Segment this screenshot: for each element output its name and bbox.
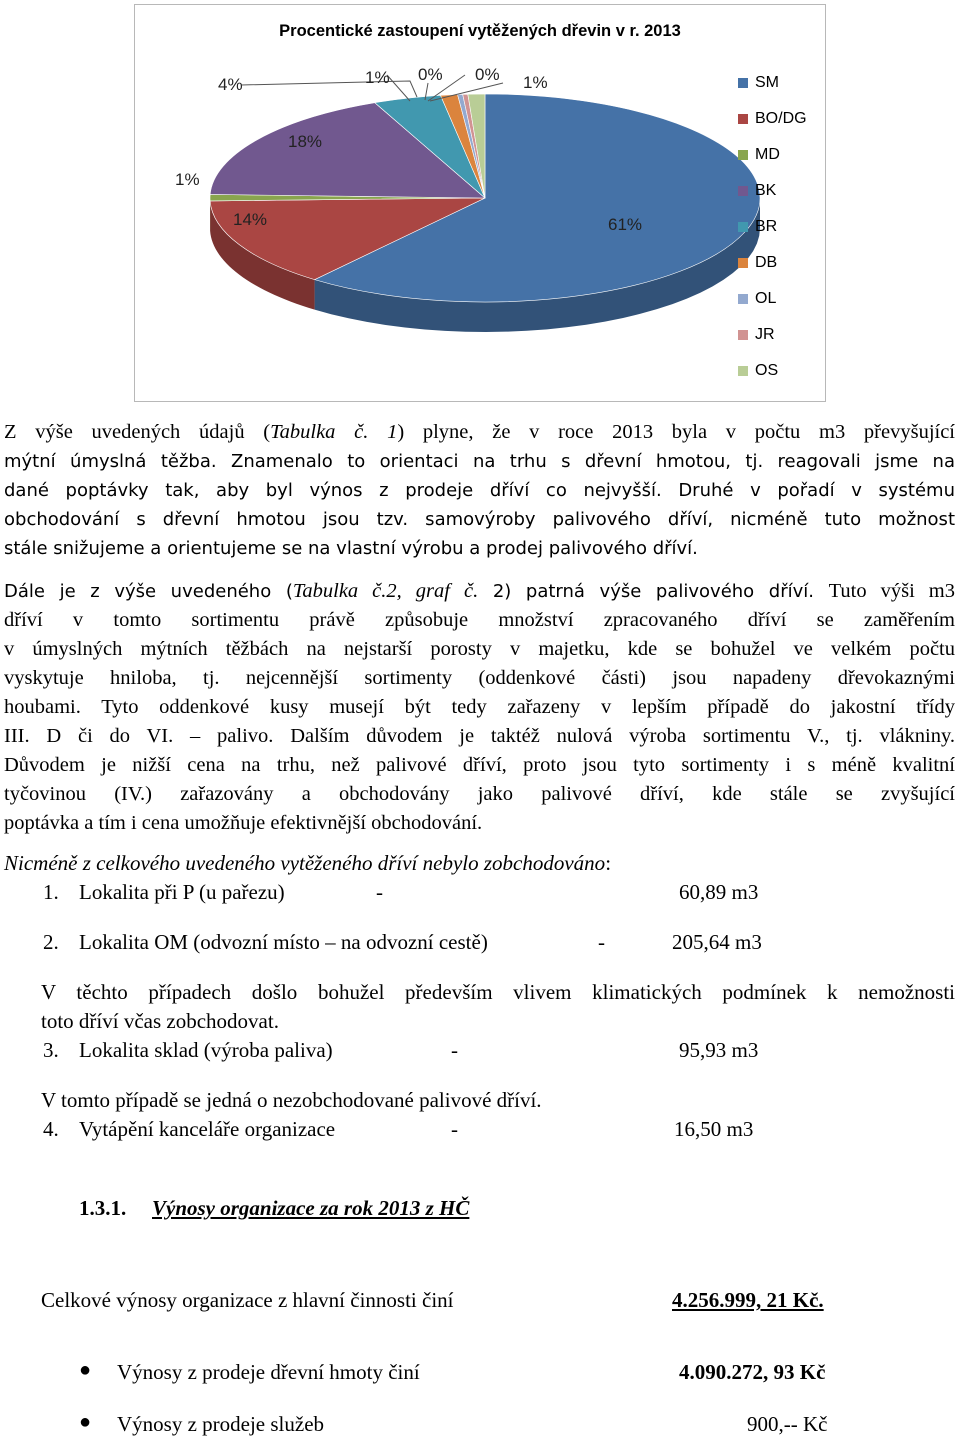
bullet-label: Výnosy z prodeje služeb	[117, 1412, 325, 1436]
bullet-value: 4.090.272, 93 Kč	[679, 1360, 826, 1384]
legend-label: OL	[755, 290, 777, 307]
pie-chart-svg	[135, 5, 827, 403]
item-dash: -	[451, 1038, 458, 1062]
bullet-icon: ●	[79, 1411, 92, 1433]
paragraph-2-line: poptávka a tím i cena umožňuje efektivnější obchodování.	[4, 812, 483, 834]
item-dash: -	[598, 930, 605, 954]
paragraph-2-line: dříví v tomto sortimentu právě způsobuje množství zpracovaného dříví se zaměřením	[4, 609, 955, 631]
paragraph-1-line: dané poptávky tak, aby byl výnos z prodeje dříví co nejvyšší. Druhé v pořadí v systému	[4, 480, 955, 501]
legend-swatch	[738, 330, 748, 340]
item-number: 4.	[43, 1117, 59, 1141]
paragraph-1-line: obchodování s dřevní hmotou jsou tzv. samovýroby palivového dříví, nicméně tuto možnost	[4, 509, 955, 530]
leader-line	[387, 75, 410, 101]
item-value: 60,89 m3	[679, 880, 759, 904]
paragraph-2-line: v úmyslných mýtních těžbách na nejstarší porosty v majetku, kde se bohužel ve velkém počtu	[4, 638, 955, 660]
item-value: 95,93 m3	[679, 1038, 759, 1062]
item-number: 3.	[43, 1038, 59, 1062]
intro-italic: Nicméně z celkového uvedeného vytěženého dříví nebylo zobchodováno	[4, 851, 606, 875]
legend-label: JR	[755, 326, 775, 343]
pie-label-MD: 1%	[175, 170, 200, 189]
legend-label: BK	[755, 182, 777, 199]
note-line: toto dříví včas zobchodovat.	[41, 1009, 279, 1033]
legend-item	[738, 181, 776, 201]
paragraph-2	[4, 577, 955, 838]
legend-item	[738, 289, 776, 309]
legend-swatch	[738, 114, 748, 124]
legend-swatch	[738, 222, 748, 232]
paragraph-1-line: Z výše uvedených údajů (Tabulka č. 1) plyne, že v roce 2013 byla v počtu m3 převyšující	[4, 421, 955, 443]
item-number: 2.	[43, 930, 59, 954]
legend-label: BR	[755, 218, 778, 235]
pie-label-BK: 18%	[288, 132, 323, 151]
item-value: 16,50 m3	[674, 1117, 754, 1141]
legend-label: MD	[755, 146, 780, 163]
pie-label-SM: 61%	[608, 215, 643, 234]
legend-swatch	[738, 294, 748, 304]
pie-label-OS: 1%	[523, 73, 548, 92]
legend-label: OS	[755, 362, 779, 379]
legend-label: DB	[755, 254, 778, 271]
section-number: 1.3.1.	[79, 1196, 127, 1220]
paragraph-2-line: vyskytuje hniloba, tj. nejcennější sortimenty (oddenkové části) jsou napadeny dřevokaznými	[4, 667, 955, 689]
chart-title: Procentické zastoupení vytěžených dřevin v r. 2013	[279, 22, 681, 40]
paragraph-2-line: houbami. Tyto oddenkové kusy musejí být tedy zařazeny v lepším případě do jakostní třídy	[4, 696, 955, 718]
legend-label: BO/DG	[755, 110, 807, 127]
intro-line: Nicméně z celkového uvedeného vytěženého dříví nebylo zobchodováno:	[4, 851, 612, 875]
legend-item	[738, 145, 780, 165]
legend-swatch	[738, 366, 748, 376]
paragraph-1-line: stále snižujeme a orientujeme se na vlastní výrobu a prodej palivového dříví.	[4, 538, 698, 559]
note-line: V těchto případech došlo bohužel především vlivem klimatických podmínek k nemožnosti	[41, 980, 955, 1004]
bullet-icon: ●	[79, 1359, 92, 1381]
section-title: Výnosy organizace za rok 2013 z HČ	[152, 1196, 470, 1220]
legend-swatch	[738, 150, 748, 160]
item-label: Lokalita při P (u pařezu)	[79, 880, 285, 904]
item-label: Lokalita OM (odvozní místo – na odvozní cestě)	[79, 930, 488, 954]
pie-label-BO/DG: 14%	[233, 210, 268, 229]
pie-label-BR: 4%	[218, 75, 243, 94]
bullet-value: 900,-- Kč	[747, 1412, 828, 1436]
paragraph-1	[4, 418, 955, 563]
legend-item	[738, 73, 779, 93]
paragraph-2-line: Důvodem je nižší cena na trhu, než palivové dříví, proto jsou tyto sortimenty i s méně kvalitní	[4, 754, 955, 776]
paragraph-1-line: mýtní úmyslná těžba. Znamenalo to orientaci na trhu s dřevní hmotou, tj. reagovali jsme na	[4, 451, 955, 472]
pie-label-DB: 1%	[365, 68, 390, 87]
item-dash: -	[451, 1117, 458, 1141]
legend-label: SM	[755, 74, 779, 91]
item-number: 1.	[43, 880, 59, 904]
legend-item	[738, 109, 807, 129]
bullet-label: Výnosy z prodeje dřevní hmoty činí	[117, 1360, 420, 1384]
legend-swatch	[738, 186, 748, 196]
legend-swatch	[738, 78, 748, 88]
leader-line	[241, 81, 417, 97]
item-label: Lokalita sklad (výroba paliva)	[79, 1038, 333, 1062]
paragraph-2-line: Dále je z výše uvedeného (Tabulka č.2, graf č. 2) patrná výše palivového dříví. Tuto výši m3	[4, 580, 955, 602]
legend-swatch	[738, 258, 748, 268]
pie-chart	[134, 4, 826, 402]
item-label: Vytápění kanceláře organizace	[79, 1117, 336, 1141]
pie-label-OL: 0%	[418, 65, 443, 84]
item-dash: -	[376, 880, 383, 904]
paragraph-2-line: III. D či do VI. – palivo. Dalším důvodem je taktéž nulová výroba sortimentu V., tj. vlákniny.	[4, 725, 955, 747]
pie-label-JR: 0%	[475, 65, 500, 84]
total-value: 4.256.999, 21 Kč.	[672, 1288, 824, 1312]
legend-item	[738, 253, 777, 273]
legend-item	[738, 217, 777, 237]
item-value: 205,64 m3	[672, 930, 762, 954]
legend-item	[738, 325, 775, 345]
total-label: Celkové výnosy organizace z hlavní činnosti činí	[41, 1288, 454, 1312]
paragraph-2-line: tyčovinou (IV.) zařazovány a obchodovány jako palivové dříví, kde stále se zvyšující	[4, 783, 955, 805]
legend-item	[738, 361, 778, 381]
note-line: V tomto případě se jedná o nezobchodované palivové dříví.	[41, 1088, 542, 1112]
